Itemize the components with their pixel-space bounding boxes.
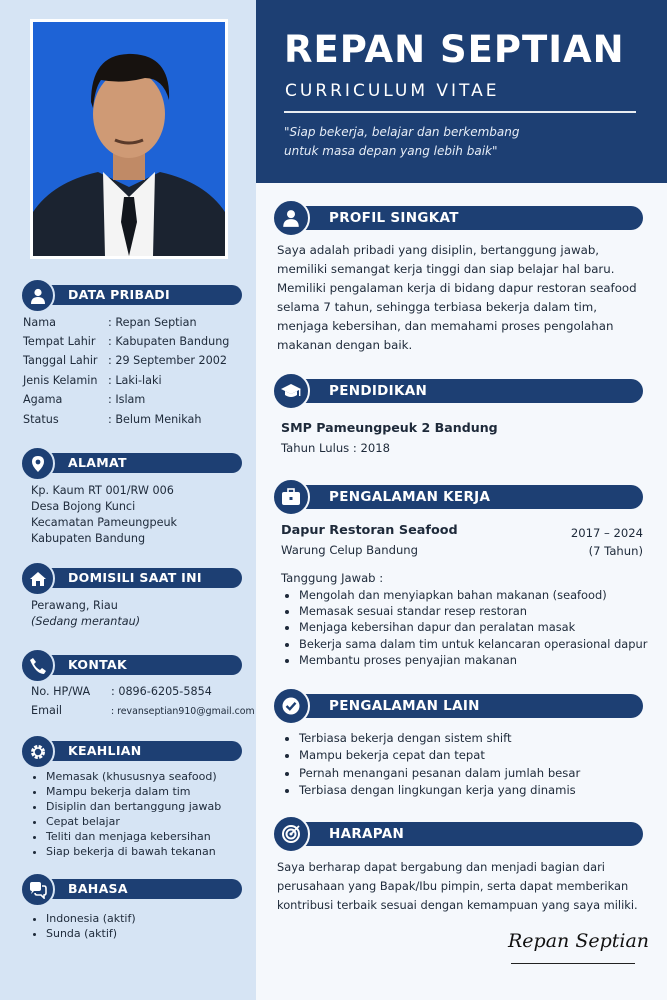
row-label: Tanggal Lahir	[23, 354, 98, 367]
section-bar	[32, 879, 242, 899]
row-label: No. HP/WA	[31, 685, 91, 698]
section-bar	[286, 485, 643, 509]
email-address[interactable]: : revanseptian910@gmail.com	[111, 706, 255, 717]
graduation-year: Tahun Lulus : 2018	[281, 441, 390, 455]
expectation-text: Saya berharap dapat bergabung dan menjadi bagian dari perusahaan yang Bapak/Ibu pimpin, serta dapat memberikan kontribusi terbaik sesuai dengan kemampuan yang saya miliki.	[277, 860, 638, 912]
section-title: ALAMAT	[68, 455, 127, 470]
row-value: : Islam	[108, 393, 146, 406]
portrait-illustration	[33, 22, 225, 256]
personal-row	[23, 354, 227, 367]
row-label: Status	[23, 413, 59, 426]
list-item: • Mengolah dan menyiapkan bahan makanan (seafood)	[299, 587, 647, 603]
row-label: Email	[31, 704, 63, 717]
section-pengalaman-lain-header	[272, 688, 643, 724]
section-domisili-header	[20, 561, 242, 593]
list-item: • Siap bekerja di bawah tekanan	[46, 844, 221, 859]
section-bar	[286, 822, 643, 846]
signature-line	[511, 963, 635, 964]
company-place: Warung Celup Bandung	[281, 543, 418, 557]
section-data-pribadi-header	[20, 278, 242, 310]
company-name: Dapur Restoran Seafood	[281, 523, 458, 538]
personal-row	[23, 413, 202, 426]
gear-icon	[20, 734, 55, 769]
section-bar	[32, 453, 242, 473]
list-item: • Sunda (aktif)	[46, 926, 136, 941]
row-value: : Repan Septian	[108, 316, 197, 329]
list-item: • Cepat belajar	[46, 814, 221, 829]
domicile-city: Perawang, Riau	[31, 599, 118, 612]
address-line: Kabupaten Bandung	[31, 532, 146, 545]
school-name: SMP Pameungpeuk 2 Bandung	[281, 420, 498, 435]
section-pengalaman-header	[272, 479, 643, 515]
work-duration: (7 Tahun)	[588, 544, 643, 558]
section-bahasa-header	[20, 872, 242, 904]
briefcase-icon	[272, 478, 310, 516]
section-profil-header	[272, 200, 643, 236]
other-experience-list	[284, 730, 580, 800]
section-bar	[286, 206, 643, 230]
personal-row	[23, 316, 197, 329]
address-block	[31, 483, 177, 547]
list-item: • Membantu proses penyajian makanan	[299, 652, 647, 668]
duties-label: Tanggung Jawab :	[281, 571, 384, 585]
list-item: • Disiplin dan bertanggung jawab	[46, 799, 221, 814]
section-title: PENDIDIKAN	[329, 383, 428, 399]
list-item: • Mampu bekerja cepat dan tepat	[299, 747, 580, 764]
section-title: KONTAK	[68, 657, 127, 672]
profile-photo	[33, 22, 225, 256]
section-bar	[32, 568, 242, 588]
section-title: DOMISILI SAAT INI	[68, 570, 202, 585]
row-label: Agama	[23, 393, 63, 406]
profile-summary: Saya adalah pribadi yang disiplin, bertanggung jawab, memiliki semangat kerja tinggi dan siap belajar hal baru. Memiliki pengalaman kerja di bidang dapur restoran seafood selama 7 tahun, sehingga terbiasa bekerja dalam tim, menjaga kebersihan, dan memahami proses pengolahan makanan dengan baik.	[277, 243, 637, 352]
list-item: • Pernah menangani pesanan dalam jumlah besar	[299, 765, 580, 782]
section-bar	[32, 741, 242, 761]
list-item: • Memasak sesuai standar resep restoran	[299, 603, 647, 619]
section-pendidikan-header	[272, 373, 643, 409]
duties-list	[284, 587, 647, 668]
personal-row	[23, 335, 229, 348]
personal-row	[23, 393, 145, 406]
location-pin-icon	[20, 446, 55, 481]
section-title: BAHASA	[68, 881, 128, 896]
row-value: : Kabupaten Bandung	[108, 335, 230, 348]
section-keahlian-header	[20, 734, 242, 766]
quote-line: untuk masa depan yang lebih baik"	[284, 144, 498, 158]
row-label: Nama	[23, 316, 56, 329]
section-title: HARAPAN	[329, 826, 405, 842]
list-item: • Terbiasa bekerja dengan sistem shift	[299, 730, 580, 747]
person-icon	[272, 199, 310, 237]
skills-list	[32, 769, 221, 859]
section-bar	[32, 655, 242, 675]
row-label: Jenis Kelamin	[23, 374, 98, 387]
personal-row	[23, 374, 162, 387]
document-subtitle: CURRICULUM VITAE	[285, 81, 500, 101]
list-item: • Teliti dan menjaga kebersihan	[46, 829, 221, 844]
contact-phone-row	[31, 685, 212, 698]
address-line: Desa Bojong Kunci	[31, 500, 136, 513]
graduation-cap-icon	[272, 372, 310, 410]
work-period: 2017 – 2024	[570, 526, 643, 540]
person-icon	[20, 278, 55, 313]
section-bar	[32, 285, 242, 305]
list-item: • Bekerja sama dalam tim untuk kelancaran operasional dapur	[299, 636, 647, 652]
candidate-name: REPAN SEPTIAN	[284, 28, 625, 71]
chat-bubbles-icon	[20, 872, 55, 907]
domicile-note: (Sedang merantau)	[31, 615, 141, 628]
contact-email-row	[31, 704, 255, 717]
quote-line: "Siap bekerja, belajar dan berkembang	[284, 125, 520, 139]
header-divider	[284, 111, 636, 113]
section-title: PROFIL SINGKAT	[329, 210, 459, 226]
header-quote	[284, 123, 629, 161]
section-title: DATA PRIBADI	[68, 287, 170, 302]
section-kontak-header	[20, 648, 242, 680]
signature: Repan Septian	[508, 930, 650, 952]
list-item: • Memasak (khususnya seafood)	[46, 769, 221, 784]
profile-photo-frame	[30, 19, 228, 259]
phone-number[interactable]: : 0896-6205-5854	[111, 685, 212, 698]
domicile-block	[31, 598, 140, 630]
languages-list	[32, 911, 136, 941]
section-harapan-header	[272, 816, 643, 852]
address-line: Kp. Kaum RT 001/RW 006	[31, 484, 174, 497]
section-title: PENGALAMAN LAIN	[329, 698, 480, 714]
list-item: • Terbiasa dengan lingkungan kerja yang dinamis	[299, 782, 580, 799]
check-circle-icon	[272, 687, 310, 725]
list-item: • Indonesia (aktif)	[46, 911, 136, 926]
phone-icon	[20, 648, 55, 683]
list-item: • Menjaga kebersihan dapur dan peralatan masak	[299, 619, 647, 635]
target-icon	[272, 815, 310, 853]
section-title: PENGALAMAN KERJA	[329, 489, 491, 505]
address-line: Kecamatan Pameungpeuk	[31, 516, 178, 529]
list-item: • Mampu bekerja dalam tim	[46, 784, 221, 799]
row-label: Tempat Lahir	[23, 335, 96, 348]
home-icon	[20, 561, 55, 596]
row-value: : 29 September 2002	[108, 354, 227, 367]
section-alamat-header	[20, 446, 242, 478]
section-title: KEAHLIAN	[68, 743, 142, 758]
section-bar	[286, 379, 643, 403]
row-value: : Belum Menikah	[108, 413, 202, 426]
row-value: : Laki-laki	[108, 374, 162, 387]
section-bar	[286, 694, 643, 718]
